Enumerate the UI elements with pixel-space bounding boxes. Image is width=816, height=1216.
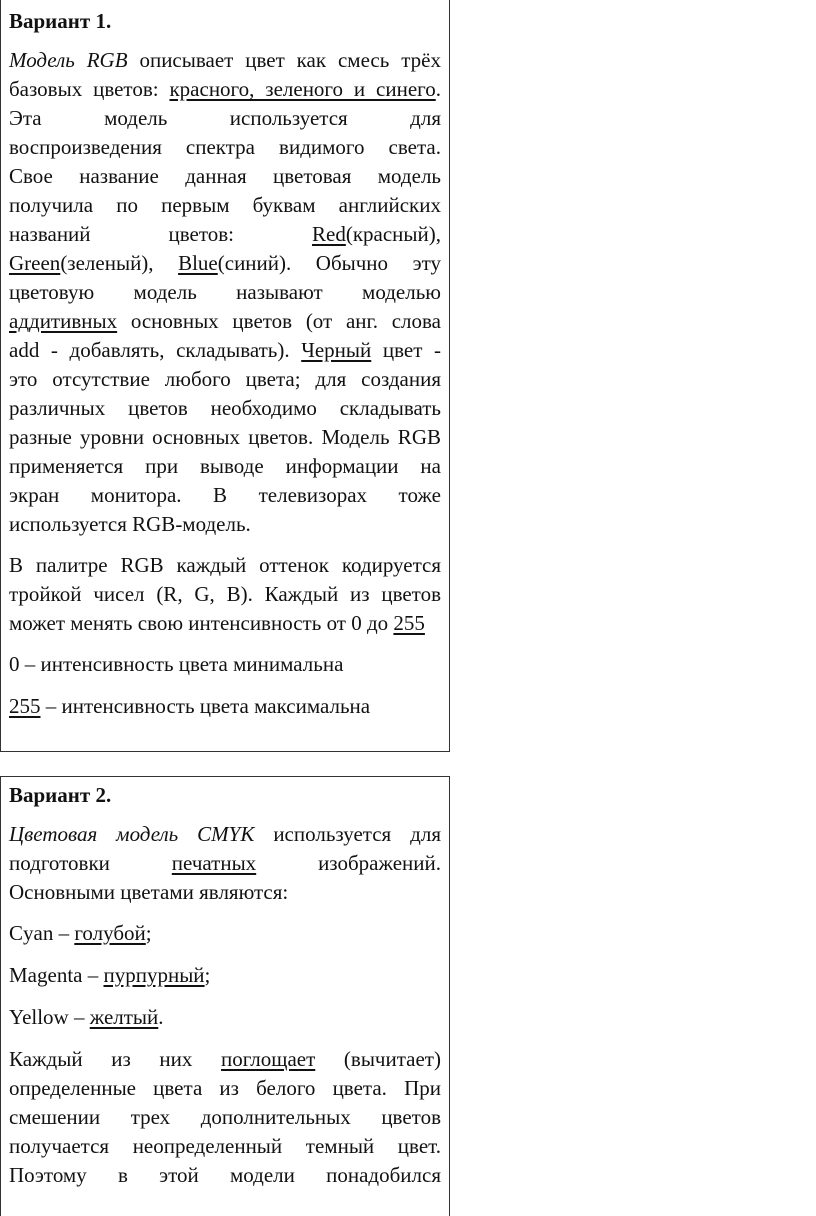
text-line: это отсутствие любого цвета; для создания	[9, 367, 441, 391]
text-fragment: базовых цветов:	[9, 77, 170, 101]
text-line	[9, 249, 441, 278]
text-line	[9, 307, 441, 336]
variant-2-card	[0, 776, 450, 1216]
cmyk-description-paragraph	[9, 820, 441, 907]
text-line: различных цветов необходимо складывать	[9, 396, 441, 420]
text-line: цветовую модель называют моделью	[9, 280, 441, 304]
text-fragment: подготовки	[9, 851, 172, 875]
rgb-description-paragraph	[9, 46, 441, 539]
text-line: получается неопределенный темный цвет.	[9, 1134, 441, 1158]
underlined-red: Red	[312, 222, 346, 246]
text-line: смешении трех дополнительных цветов	[9, 1105, 441, 1129]
text-line: Свое название данная цветовая модель	[9, 164, 441, 188]
text-fragment: (красный),	[345, 222, 441, 246]
text-line: применяется при выводе информации на	[9, 454, 441, 478]
text-fragment: может менять свою интенсивность от 0 до	[9, 611, 394, 635]
text-line: Основными цветами являются:	[9, 880, 289, 904]
rgb-model-term: Модель RGB	[9, 48, 128, 72]
text-line: Поэтому в этой модели понадобился	[9, 1163, 441, 1187]
underlined-print: печатных	[171, 851, 257, 875]
text-fragment: используется для	[254, 822, 441, 846]
text-line	[9, 336, 441, 365]
variant-2-heading: Вариант 2.	[9, 783, 112, 807]
text-line	[9, 46, 441, 75]
text-line	[9, 75, 441, 104]
text-fragment: названий цветов:	[9, 222, 312, 246]
text-fragment: ;	[204, 963, 211, 987]
underlined-magenta: пурпурный	[103, 963, 205, 987]
text-fragment: цвет -	[371, 338, 441, 362]
underlined-black: Черный	[301, 338, 372, 362]
text-fragment: – интенсивность цвета максимальна	[40, 694, 371, 718]
absorption-paragraph	[9, 1045, 441, 1190]
text-line	[9, 609, 441, 638]
text-fragment: add - добавлять, складывать).	[9, 338, 302, 362]
text-line: Эта модель используется для	[9, 106, 441, 130]
min-intensity-line: 0 – интенсивность цвета минимальна	[9, 652, 344, 676]
text-line: воспроизведения спектра видимого света.	[9, 135, 441, 159]
text-fragment: ;	[145, 921, 152, 945]
text-fragment: .	[158, 1005, 164, 1029]
text-fragment: изображений.	[256, 851, 442, 875]
text-line	[9, 849, 441, 878]
underlined-255: 255	[393, 611, 425, 635]
text-fragment: (вычитает)	[315, 1047, 441, 1071]
cyan-line	[9, 919, 441, 948]
text-line: экран монитора. В телевизорах тоже	[9, 483, 441, 507]
text-fragment: Cyan –	[9, 921, 75, 945]
text-fragment: Magenta –	[9, 963, 104, 987]
text-line: определенные цвета из белого цвета. При	[9, 1076, 441, 1100]
text-line: В палитре RGB каждый оттенок кодируется	[9, 553, 441, 577]
underlined-green: Green	[9, 251, 61, 275]
text-line	[9, 820, 441, 849]
underlined-yellow: желтый	[89, 1005, 159, 1029]
max-intensity-line	[9, 692, 441, 721]
yellow-line	[9, 1003, 441, 1032]
underlined-base-colors: красного, зеленого и синего	[169, 77, 436, 101]
text-line: тройкой чисел (R, G, B). Каждый из цветов	[9, 582, 441, 606]
text-fragment: описывает цвет как смесь трёх	[127, 48, 441, 72]
text-fragment: основных цветов (от анг. слова	[117, 309, 441, 333]
magenta-line	[9, 961, 441, 990]
rgb-palette-paragraph	[9, 551, 441, 638]
text-fragment: Yellow –	[9, 1005, 90, 1029]
variant-1-card	[0, 0, 450, 752]
text-line	[9, 220, 441, 249]
text-line: разные уровни основных цветов. Модель RGB	[9, 425, 441, 449]
cmyk-model-term: Цветовая модель CMYK	[9, 822, 255, 846]
variant-1-heading: Вариант 1.	[9, 9, 112, 33]
text-fragment: (синий). Обычно эту	[217, 251, 441, 275]
text-fragment: Каждый из них	[9, 1047, 222, 1071]
text-line	[9, 1045, 441, 1074]
underlined-blue: Blue	[178, 251, 218, 275]
underlined-255: 255	[9, 694, 41, 718]
text-fragment: (зеленый),	[60, 251, 179, 275]
underlined-absorbs: поглощает	[221, 1047, 316, 1071]
text-line: используется RGB-модель.	[9, 512, 251, 536]
text-fragment: .	[435, 77, 441, 101]
underlined-cyan: голубой	[74, 921, 146, 945]
underlined-additive: аддитивных	[9, 309, 118, 333]
text-line: получила по первым буквам английских	[9, 193, 441, 217]
